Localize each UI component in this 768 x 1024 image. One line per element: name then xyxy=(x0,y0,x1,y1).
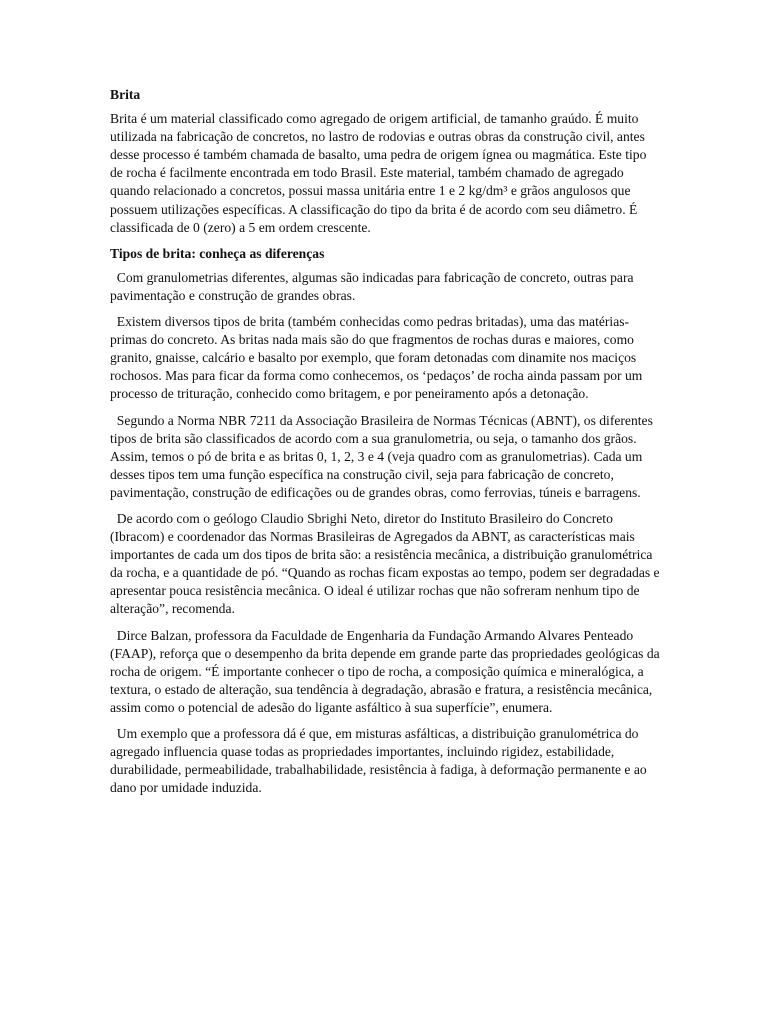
paragraph: De acordo com o geólogo Claudio Sbrighi Neto, diretor do Instituto Brasileiro do Concreto (Ibracom) e coordenador das Normas Brasileiras de Agregados da ABNT, as características mais importantes de cada um dos tipos de brita são: a resistência mecânica, a distribuição granulométrica da rocha, e a quantidade de pó. “Quando as rochas ficam expostas ao tempo, podem ser degradadas e apresentar pouca resistência mecânica. O ideal é utilizar rochas que não sofreram nenhum tipo de alteração”, recomenda. xyxy=(110,510,660,617)
document-page xyxy=(110,86,660,805)
paragraph: Com granulometrias diferentes, algumas são indicadas para fabricação de concreto, outras para pavimentação e construção de grandes obras. xyxy=(110,269,634,303)
paragraph: Existem diversos tipos de brita (também conhecidas como pedras britadas), uma das matérias-primas do concreto. As britas nada mais são do que fragmentos de rochas duras e maiores, como granito, gnaisse, calcário e basalto por exemplo, que foram detonadas com dinamite nos maciços rochosos. Mas para ficar da forma como conhecemos, os ‘pedaços’ de rocha ainda passam por um processo de trituração, conhecido como britagem, e por peneiramento após a detonação. xyxy=(110,314,643,402)
paragraph: Dirce Balzan, professora da Faculdade de Engenharia da Fundação Armando Alvares Penteado (FAAP), reforça que o desempenho da brita depende em grande parte das propriedades geológicas da rocha de origem. “É importante conhecer o tipo de rocha, a composição química e mineralógica, a textura, o estado de alteração, sua tendência à degradação, abrasão e fratura, a resistência mecânica, assim como o potencial de adesão do ligante asfáltico à sua superfície”, enumera. xyxy=(110,627,660,715)
paragraph: Um exemplo que a professora dá é que, em misturas asfálticas, a distribuição granulométrica do agregado influencia quase todas as propriedades importantes, incluindo rigidez, estabilidade, durabilidade, permeabilidade, trabalhabilidade, resistência à fadiga, à deformação permanente e ao dano por umidade induzida. xyxy=(110,726,647,796)
intro-paragraph: Brita é um material classificado como agregado de origem artificial, de tamanho graúdo. É muito utilizada na fabricação de concretos, no lastro de rodovias e outras obras da construção civil, antes desse processo é também chamada de basalto, uma pedra de origem ígnea ou magmática. Este tipo de rocha é facilmente encontrada em todo Brasil. Este material, também chamado de agregado quando relacionado a concretos, possui massa unitária entre 1 e 2 kg/dm³ e grãos angulosos que possuem utilizações específicas. A classificação do tipo da brita é de acordo com seu diâmetro. É classificada de 0 (zero) a 5 em ordem crescente. xyxy=(110,111,647,235)
section-heading: Tipos de brita: conheça as diferenças xyxy=(110,245,325,261)
document-title: Brita xyxy=(110,87,141,102)
paragraph: Segundo a Norma NBR 7211 da Associação Brasileira de Normas Técnicas (ABNT), os diferentes tipos de brita são classificados de acordo com a sua granulometria, ou seja, o tamanho dos grãos. Assim, temos o pó de brita e as britas 0, 1, 2, 3 e 4 (veja quadro com as granulometrias). Cada um desses tipos tem uma função específica na construção civil, seja para fabricação de concreto, pavimentação, construção de edificações ou de grandes obras, como ferrovias, túneis e barragens. xyxy=(110,412,653,500)
